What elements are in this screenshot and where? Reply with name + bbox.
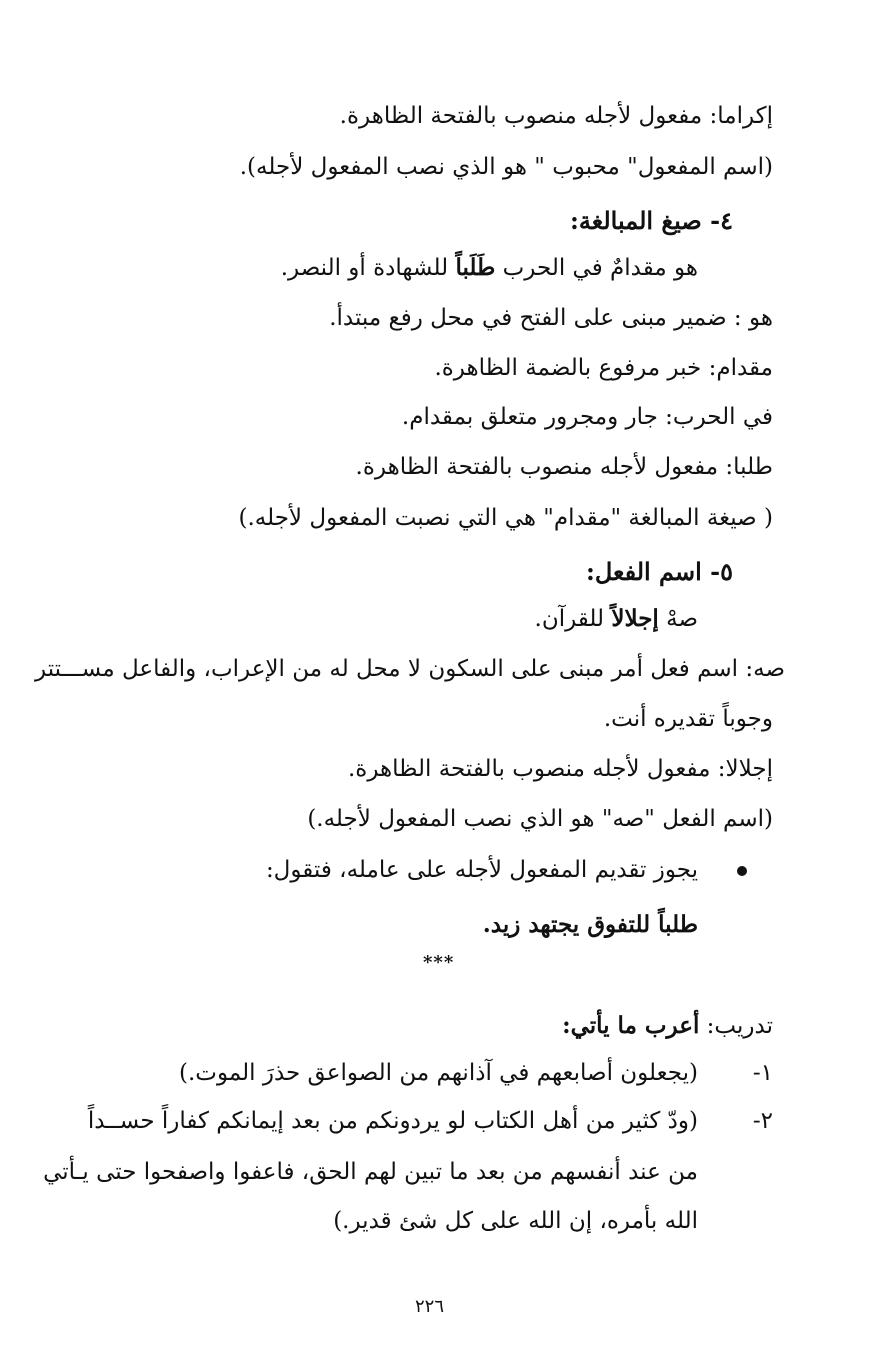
exercise-number: ١- <box>752 1060 773 1086</box>
section-heading: ٤- صيغ المبالغة: <box>570 206 733 235</box>
example-sentence <box>281 253 698 283</box>
text-line: مقدام: خبر مرفوع بالضمة الظاهرة. <box>434 355 773 381</box>
text-line: في الحرب: جار ومجرور متعلق بمقدام. <box>401 404 773 430</box>
text-line: طلبا: مفعول لأجله منصوب بالفتحة الظاهرة. <box>355 454 773 480</box>
exercise-number: ٢- <box>752 1108 773 1134</box>
drill-label: تدريب: <box>699 1013 773 1039</box>
text-line: صه: اسم فعل أمر مبنى على السكون لا محل له من الإعراب، والفاعل مســـتتر <box>35 656 785 682</box>
example-part: للقرآن. <box>534 606 612 632</box>
text-line: وجوباً تقديره أنت. <box>603 706 773 732</box>
drill-title: أعرب ما يأتي: <box>562 1012 700 1039</box>
example-sentence: طلباً للتفوق يجتهد زيد. <box>482 911 698 938</box>
text-line: هو : ضمير مبنى على الفتح في محل رفع مبتدأ. <box>329 305 773 331</box>
example-part: صهْ <box>658 606 698 632</box>
section-heading: ٥- اسم الفعل: <box>585 557 733 586</box>
example-part: للشهادة أو النصر. <box>280 255 456 281</box>
text-line: (اسم المفعول" محبوب " هو الذي نصب المفعول لأجله). <box>239 154 773 180</box>
drill-heading <box>562 1011 773 1041</box>
section-separator: *** <box>423 952 455 973</box>
text-line: ( صيغة المبالغة "مقدام" هي التي نصبت المفعول لأجله.) <box>238 505 773 531</box>
text-line: إكراما: مفعول لأجله منصوب بالفتحة الظاهرة. <box>339 103 773 129</box>
example-emphasis: طَلَباً <box>455 254 496 281</box>
text-line: إجلالا: مفعول لأجله منصوب بالفتحة الظاهرة. <box>347 756 773 782</box>
exercise-text: الله بأمره، إن الله على كل شئ قدير.) <box>333 1208 698 1234</box>
example-part: هو مقدامٌ في الحرب <box>495 255 698 281</box>
exercise-text: (يجعلون أصابعهم في آذانهم من الصواعق حذرَ الموت.) <box>179 1060 698 1086</box>
example-emphasis: إجلالاً <box>611 605 659 632</box>
exercise-text: (ودّ كثير من أهل الكتاب لو يردونكم من بعد إيمانكم كفاراً حســداً <box>87 1108 698 1134</box>
bullet-text: يجوز تقديم المفعول لأجله على عامله، فتقول: <box>265 857 698 883</box>
exercise-text: من عند أنفسهم من بعد ما تبين لهم الحق، فاعفوا واصفحوا حتى يـأتي <box>43 1159 698 1185</box>
page-number: ٢٢٦ <box>415 1296 445 1317</box>
text-line: (اسم الفعل "صه" هو الذي نصب المفعول لأجله.) <box>307 806 773 832</box>
bullet-icon <box>737 866 747 876</box>
example-sentence <box>535 604 698 634</box>
